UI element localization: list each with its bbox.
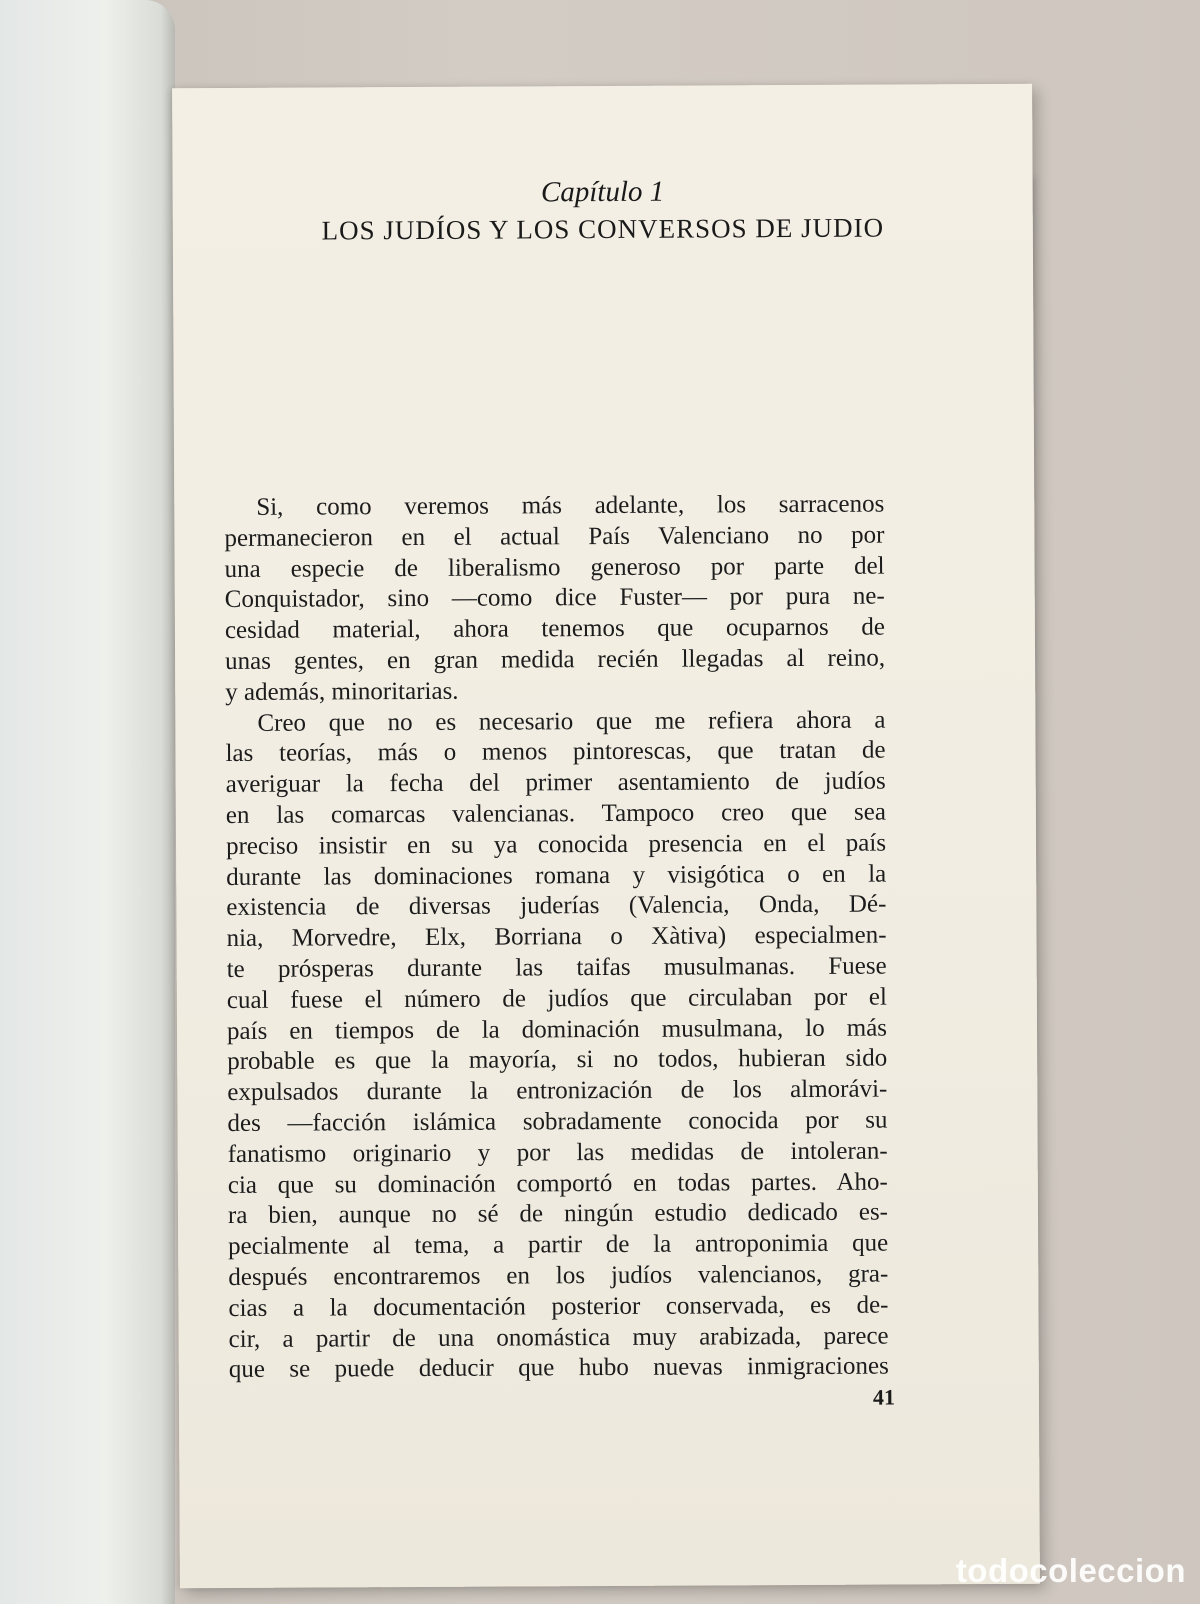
text-line: durante las dominaciones romana y visigótica o en la — [226, 860, 887, 891]
text-line: des —facción islámica sobradamente conocida por su — [227, 1106, 888, 1137]
text-line: ra bien, aunque no sé de ningún estudio dedicado es- — [227, 1198, 889, 1230]
text-line: probable es que la mayoría, si no todos, hubieran sido — [227, 1044, 888, 1076]
watermark-logo: todocoleccion — [955, 1552, 1186, 1589]
text-line: país en tiempos de la dominación musulmana, lo más — [226, 1014, 888, 1045]
text-line: existencia de diversas juderías (Valencia, Onda, Dé- — [226, 890, 887, 922]
text-line: Si, como veremos más adelante, los sarracenos — [256, 490, 885, 521]
text-line: cual fuese el número de judíos que circulaban por el — [226, 983, 887, 1014]
text-line: en las comarcas valencianas. Tampoco creo que sea — [225, 798, 886, 829]
text-line: permanecieron en el actual País Valenciano no por — [224, 521, 885, 552]
text-line: pecialmente al tema, a partir de la antroponimia que — [228, 1229, 889, 1261]
text-line: cia que su dominación comportó en todas partes. Aho- — [227, 1168, 888, 1199]
text-line: Conquistador, sino —como dice Fuster— por pura ne- — [224, 582, 885, 614]
text-line: te prósperas durante las taifas musulmanas. Fuese — [226, 952, 887, 983]
body-text — [224, 490, 889, 1387]
text-line: nia, Morvedre, Elx, Borriana o Xàtiva) especialmen- — [226, 921, 887, 953]
text-line: después encontraremos en los judíos valencianos, gra- — [228, 1260, 889, 1291]
chapter-label: Capítulo 1 — [540, 175, 665, 209]
text-line: y además, minoritarias. — [225, 677, 459, 706]
text-line: expulsados durante la entronización de los almorávi- — [227, 1075, 888, 1107]
text-line: cias a la documentación posterior conservada, es de- — [228, 1291, 889, 1322]
text-line: fanatismo originario y por las medidas de intoleran- — [227, 1137, 888, 1168]
left-page-edge — [0, 0, 175, 1604]
text-line: las teorías, más o menos pintorescas, que tratan de — [225, 736, 886, 768]
paragraph-2 — [225, 705, 889, 1386]
book-page — [172, 84, 1040, 1588]
page-number: 41 — [872, 1384, 896, 1410]
text-line: una especie de liberalismo generoso por parte del — [224, 552, 885, 583]
paragraph-1 — [224, 490, 885, 709]
text-line: cir, a partir de una onomástica muy arabizada, parece — [228, 1322, 889, 1353]
text-line: que se puede deducir que hubo nuevas inmigraciones — [228, 1352, 889, 1384]
text-line: Creo que no es necesario que me refiera ahora a — [257, 706, 886, 737]
text-line: preciso insistir en su ya conocida presencia en el país — [225, 829, 887, 860]
chapter-title: LOS JUDÍOS Y LOS CONVERSOS DE JUDIO — [321, 212, 885, 246]
text-line: unas gentes, en gran medida recién llegadas al reino, — [225, 644, 886, 675]
text-line: cesidad material, ahora tenemos que ocuparnos de — [224, 613, 885, 645]
text-line: averiguar la fecha del primer asentamiento de judíos — [225, 767, 886, 799]
